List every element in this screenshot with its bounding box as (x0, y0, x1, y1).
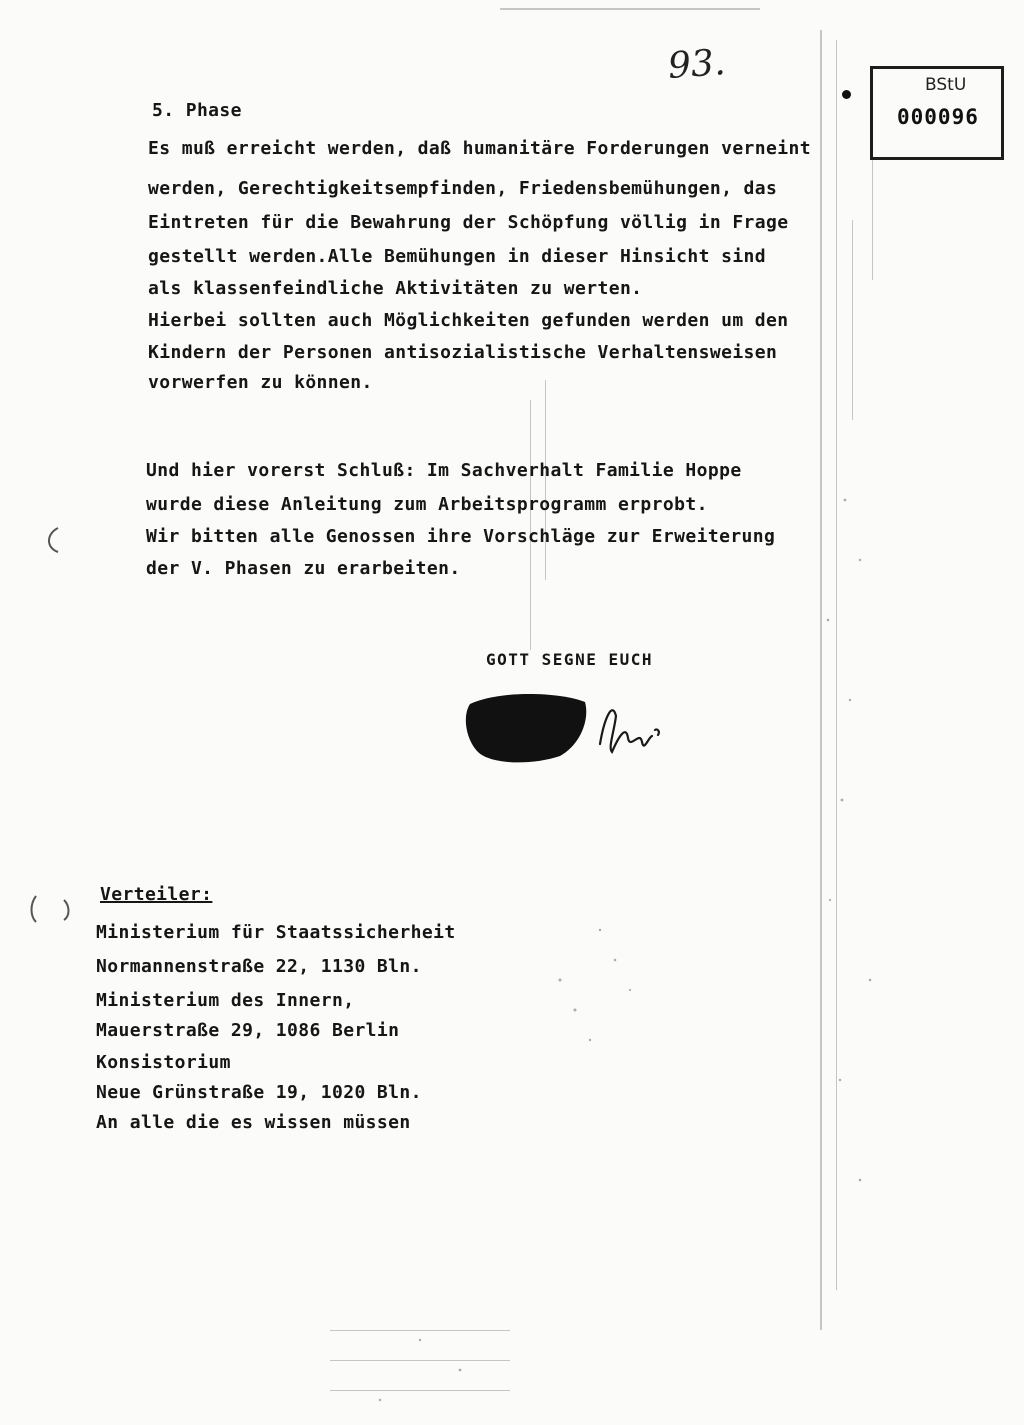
distribution-line: Konsistorium (96, 1052, 231, 1073)
conclusion-line: Wir bitten alle Genossen ihre Vorschläge zur Erweiterung (146, 526, 776, 547)
conclusion-line: der V. Phasen zu erarbeiten. (146, 558, 461, 579)
redaction-mark (466, 694, 586, 762)
distribution-line: Normannenstraße 22, 1130 Bln. (96, 956, 422, 977)
distribution-line: Ministerium des Innern, (96, 990, 355, 1011)
signature-mark (600, 710, 659, 752)
distribution-line: Ministerium für Staatssicherheit (96, 922, 456, 943)
phase-heading: 5. Phase (152, 100, 242, 121)
conclusion-line: Und hier vorerst Schluß: Im Sachverhalt Familie Hoppe (146, 460, 742, 481)
phase-line: Es muß erreicht werden, daß humanitäre Forderungen verneint (148, 138, 811, 159)
distribution-line: An alle die es wissen müssen (96, 1112, 411, 1133)
distribution-heading: Verteiler: (100, 884, 213, 905)
conclusion-line: wurde diese Anleitung zum Arbeitsprogramm erprobt. (146, 494, 708, 515)
phase-line: Kindern der Personen antisozialistische Verhaltensweisen (148, 342, 778, 363)
closing-line: GOTT SEGNE EUCH (486, 650, 653, 669)
archive-stamp-label: BStU (925, 75, 967, 95)
phase-line: Hierbei sollten auch Möglichkeiten gefunden werden um den (148, 310, 789, 331)
phase-line: vorwerfen zu können. (148, 372, 373, 393)
phase-line: Eintreten für die Bewahrung der Schöpfung völlig in Frage (148, 212, 789, 233)
page-number: 93. (666, 42, 727, 87)
archive-stamp-number: 000096 (897, 105, 979, 129)
distribution-line: Mauerstraße 29, 1086 Berlin (96, 1020, 400, 1041)
phase-line: gestellt werden.Alle Bemühungen in dieser Hinsicht sind (148, 246, 767, 267)
phase-line: als klassenfeindliche Aktivitäten zu werten. (148, 278, 643, 299)
phase-line: werden, Gerechtigkeitsempfinden, Friedensbemühungen, das (148, 178, 778, 199)
distribution-line: Neue Grünstraße 19, 1020 Bln. (96, 1082, 422, 1103)
